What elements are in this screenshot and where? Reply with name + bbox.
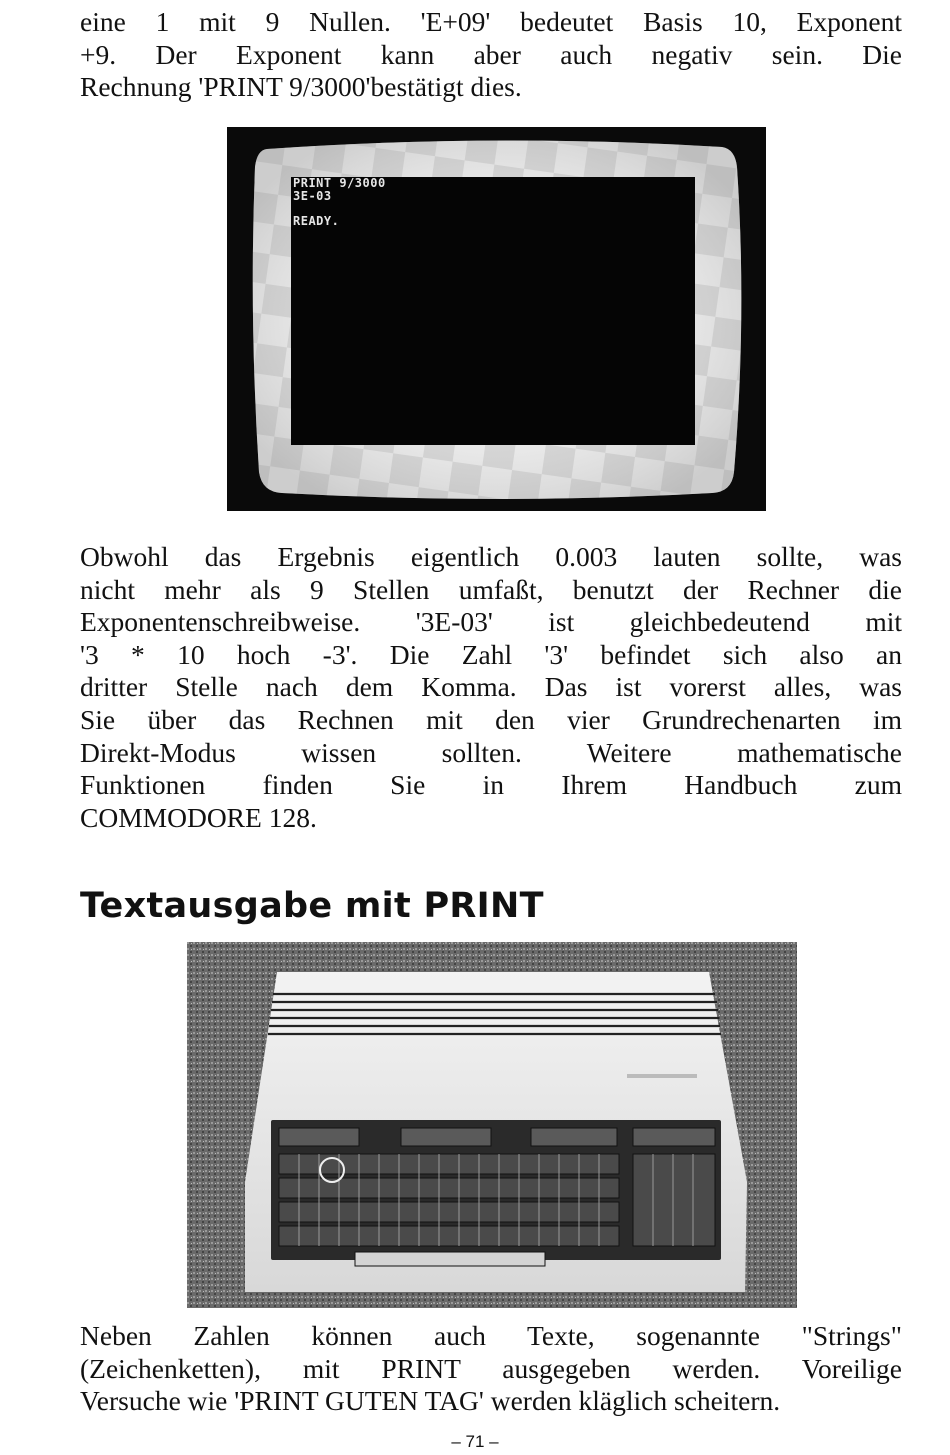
crt-line: PRINT 9/3000 [293,176,386,190]
page-number: – 71 – [451,1432,499,1451]
outro-line: Neben Zahlen können auch Texte, sogenannte "Strings" [80,1320,902,1351]
body-line: dritter Stelle nach dem Komma. Das ist vorerst alles, was [80,671,902,703]
crt-line: 3E-03 [293,189,332,203]
intro-line: Rechnung 'PRINT 9/3000'bestätigt dies. [80,71,522,103]
section-heading: Textausgabe mit PRINT [80,886,544,926]
body-line: Funktionen finden Sie in Ihrem Handbuch zum [80,769,902,801]
crt-line: READY. [293,214,340,228]
intro-paragraph [80,6,902,104]
body-line: nicht mehr als 9 Stellen umfaßt, benutzt der Rechner die [80,573,902,605]
body-line: '3 * 10 hoch -3'. Die Zahl '3' befindet sich also an [80,638,902,670]
monitor-photo [227,127,766,511]
outro-line: Versuche wie 'PRINT GUTEN TAG' werden kläglich scheitern. [80,1385,781,1417]
body-line: Sie über das Rechnen mit den vier Grundrechenarten im [80,703,902,735]
body-line: Direkt-Modus wissen sollten. Weitere mathematische [80,736,902,768]
body-line: Obwohl das Ergebnis eigentlich 0.003 lauten sollte, was [80,541,902,572]
body-line: COMMODORE 128. [80,801,317,833]
intro-line: +9. Der Exponent kann aber auch negativ sein. Die [80,38,902,70]
outro-line: (Zeichenketten), mit PRINT ausgegeben werden. Voreilige [80,1352,902,1384]
outro-paragraph [80,1320,902,1418]
body-line: Exponentenschreibweise. '3E-03' ist gleichbedeutend mit [80,606,902,638]
intro-line: eine 1 mit 9 Nullen. 'E+09' bedeutet Basis 10, Exponent [80,6,902,37]
computer-photo [187,942,797,1308]
body-paragraph [80,541,902,834]
